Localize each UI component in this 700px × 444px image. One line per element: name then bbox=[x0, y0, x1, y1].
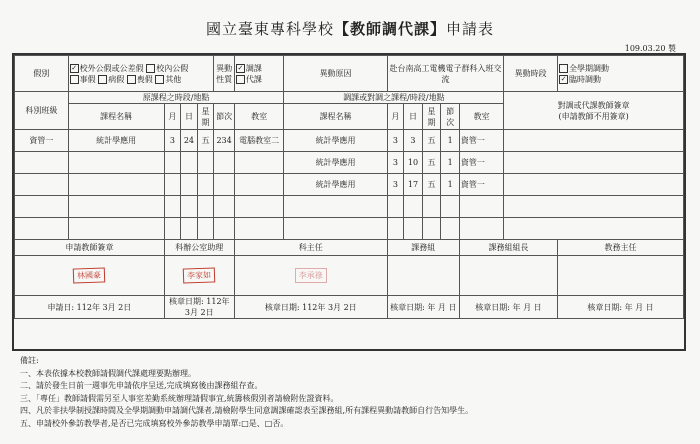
application-table bbox=[14, 55, 684, 319]
reason-value[interactable]: 赴台南高工電機電子群科入班交流 bbox=[387, 56, 504, 92]
form-type: 【教師調代課】 bbox=[333, 20, 446, 38]
class-cell[interactable] bbox=[15, 152, 69, 174]
course-affairs-sign-box[interactable] bbox=[387, 256, 459, 296]
swap-room-header: 教室 bbox=[459, 104, 503, 130]
period-cell[interactable] bbox=[214, 174, 235, 196]
applicant-sign-box[interactable] bbox=[15, 256, 165, 296]
sign-cell[interactable] bbox=[504, 196, 684, 218]
dean-sign-box[interactable] bbox=[558, 256, 684, 296]
leave-checkbox-other[interactable] bbox=[155, 75, 164, 84]
period-options: 全學期調動 ✓ 臨時調動 bbox=[558, 56, 684, 92]
weekday-cell[interactable] bbox=[197, 174, 214, 196]
course-cell[interactable] bbox=[68, 196, 164, 218]
signature-label-row bbox=[15, 240, 684, 256]
orig-period-header: 節次 bbox=[214, 104, 235, 130]
leave-checkbox-official-in[interactable] bbox=[146, 64, 155, 73]
table-row bbox=[15, 196, 684, 218]
month-cell[interactable] bbox=[164, 174, 181, 196]
sign-cell[interactable] bbox=[504, 152, 684, 174]
swap-month-header: 月 bbox=[387, 104, 404, 130]
swap-day-cell[interactable]: 3 bbox=[404, 130, 423, 152]
form-suffix: 申請表 bbox=[446, 20, 495, 38]
swap-room-cell[interactable] bbox=[459, 196, 503, 218]
orig-month-header: 月 bbox=[164, 104, 181, 130]
swap-course-cell[interactable] bbox=[284, 218, 387, 240]
dean-date[interactable]: 核章日期: 年 月 日 bbox=[558, 296, 684, 319]
swap-weekday-cell[interactable] bbox=[422, 218, 441, 240]
swap-weekday-cell[interactable]: 五 bbox=[422, 130, 441, 152]
swap-room-cell[interactable]: 資管一 bbox=[459, 174, 503, 196]
month-cell[interactable] bbox=[164, 196, 181, 218]
swap-weekday-cell[interactable]: 五 bbox=[422, 174, 441, 196]
table-row bbox=[15, 130, 684, 152]
signature-stamp-row bbox=[15, 256, 684, 296]
day-cell[interactable] bbox=[181, 218, 198, 240]
version-label: 109.03.20 製 bbox=[624, 44, 676, 53]
orig-weekday-header: 星期 bbox=[197, 104, 214, 130]
leave-checkbox-sick[interactable] bbox=[98, 75, 107, 84]
course-chief-date[interactable]: 核章日期: 年 月 日 bbox=[459, 296, 557, 319]
swap-header: 調課或對調之課程/時段/地點 bbox=[284, 92, 504, 104]
swap-day-cell[interactable]: 10 bbox=[404, 152, 423, 174]
class-cell[interactable] bbox=[15, 218, 69, 240]
month-cell[interactable]: 3 bbox=[164, 130, 181, 152]
room-cell[interactable] bbox=[234, 218, 284, 240]
swap-month-cell[interactable] bbox=[387, 196, 404, 218]
leave-label: 假別 bbox=[15, 56, 69, 92]
form-frame bbox=[12, 53, 686, 351]
teacher-stamp: 林國豪 bbox=[73, 267, 106, 283]
swap-month-cell[interactable]: 3 bbox=[387, 152, 404, 174]
director-date[interactable]: 核章日期: 112年 3月 2日 bbox=[234, 296, 387, 319]
course-cell[interactable] bbox=[68, 218, 164, 240]
assistant-stamp: 李家如 bbox=[183, 267, 216, 283]
swap-period-cell[interactable]: 1 bbox=[441, 130, 460, 152]
label-dept-head: 科主任 bbox=[234, 240, 387, 256]
class-cell[interactable]: 資管一 bbox=[15, 130, 69, 152]
period-cell[interactable] bbox=[214, 218, 235, 240]
swap-period-header: 節次 bbox=[441, 104, 460, 130]
assistant-sign-box[interactable] bbox=[164, 256, 234, 296]
day-cell[interactable]: 24 bbox=[181, 130, 198, 152]
signature-date-row bbox=[15, 296, 684, 319]
label-course-affairs-chief: 課務組組長 bbox=[459, 240, 557, 256]
note-item: 三、「專任」教師請假需另至人事室差勤系統辦理請假事宜,統籌核假別者請檢附佐證資料。 bbox=[20, 393, 339, 403]
class-cell[interactable] bbox=[15, 174, 69, 196]
period-cell[interactable] bbox=[214, 196, 235, 218]
swap-month-cell[interactable]: 3 bbox=[387, 174, 404, 196]
period-cell[interactable] bbox=[214, 152, 235, 174]
teacher-sign-header: 對調或代課教師簽章 (申請教師不用簽章) bbox=[504, 92, 684, 130]
swap-course-cell[interactable]: 統計學應用 bbox=[284, 130, 387, 152]
checkbox-temporary[interactable]: ✓ bbox=[560, 75, 567, 83]
day-cell[interactable] bbox=[181, 152, 198, 174]
sign-cell[interactable] bbox=[504, 218, 684, 240]
swap-course-cell[interactable] bbox=[284, 196, 387, 218]
swap-period-cell[interactable]: 1 bbox=[441, 174, 460, 196]
swap-day-header: 日 bbox=[404, 104, 423, 130]
leave-checkbox-funeral[interactable] bbox=[127, 75, 136, 84]
month-cell[interactable] bbox=[164, 152, 181, 174]
sign-cell[interactable] bbox=[504, 130, 684, 152]
swap-weekday-cell[interactable] bbox=[422, 196, 441, 218]
label-applicant-sign: 申請教師簽章 bbox=[15, 240, 165, 256]
swap-day-cell[interactable] bbox=[404, 218, 423, 240]
checkbox-substitute[interactable] bbox=[236, 75, 245, 84]
class-cell[interactable] bbox=[15, 196, 69, 218]
weekday-cell[interactable] bbox=[197, 152, 214, 174]
table-row bbox=[15, 218, 684, 240]
course-cell[interactable] bbox=[68, 152, 164, 174]
day-cell[interactable] bbox=[181, 174, 198, 196]
applicant-date[interactable]: 申請日: 112年 3月 2日 bbox=[15, 296, 165, 319]
room-cell[interactable] bbox=[234, 174, 284, 196]
class-header: 科別班級 bbox=[15, 92, 69, 130]
change-nature-options: ✓ 調課 代課 bbox=[234, 56, 284, 92]
room-cell[interactable] bbox=[234, 196, 284, 218]
month-cell[interactable] bbox=[164, 218, 181, 240]
period-cell[interactable]: 234 bbox=[214, 130, 235, 152]
leave-options: ✓ 校外公假或公差假 校內公假 事假 病假 喪假 其他 bbox=[68, 56, 214, 92]
sign-cell[interactable] bbox=[504, 174, 684, 196]
room-cell[interactable] bbox=[234, 152, 284, 174]
original-header: 原課程之時段/地點 bbox=[68, 92, 284, 104]
room-cell[interactable]: 電腦教室二 bbox=[234, 130, 284, 152]
course-chief-sign-box[interactable] bbox=[459, 256, 557, 296]
weekday-cell[interactable] bbox=[197, 196, 214, 218]
swap-course-cell[interactable]: 統計學應用 bbox=[284, 174, 387, 196]
school-name: 國立臺東專科學校 bbox=[205, 20, 334, 38]
swap-room-cell[interactable]: 資管一 bbox=[459, 152, 503, 174]
swap-course-cell[interactable]: 統計學應用 bbox=[284, 152, 387, 174]
orig-room-header: 教室 bbox=[234, 104, 284, 130]
table-row bbox=[15, 152, 684, 174]
swap-weekday-cell[interactable]: 五 bbox=[422, 152, 441, 174]
label-course-affairs: 課務組 bbox=[387, 240, 459, 256]
director-sign-box[interactable] bbox=[234, 256, 387, 296]
label-academic-dean: 教務主任 bbox=[558, 240, 684, 256]
leave-row bbox=[15, 56, 684, 92]
course-cell[interactable] bbox=[68, 174, 164, 196]
course-affairs-date[interactable]: 核章日期: 年 月 日 bbox=[387, 296, 459, 319]
swap-day-cell[interactable] bbox=[404, 196, 423, 218]
leave-checkbox-official-out[interactable]: ✓ bbox=[71, 64, 78, 72]
note-item: 一、本表依據本校教師請假調代課處理要點辦理。 bbox=[20, 368, 196, 378]
note-item: 二、請於發生日前一週事先申請依序呈送,完成填寫後由課務組存查。 bbox=[20, 381, 263, 390]
course-cell[interactable]: 統計學應用 bbox=[68, 130, 164, 152]
notes-title: 備註: bbox=[20, 356, 39, 365]
leave-checkbox-personal[interactable] bbox=[70, 75, 79, 84]
swap-month-cell[interactable] bbox=[387, 218, 404, 240]
swap-weekday-header: 星期 bbox=[422, 104, 441, 130]
section-header-row bbox=[15, 92, 684, 104]
orig-day-header: 日 bbox=[181, 104, 198, 130]
note-item: 五、申請校外參訪教學者,是否已完成填寫校外參訪教學申請單:□是、□否。 bbox=[20, 418, 289, 428]
checkbox-full-semester[interactable] bbox=[559, 64, 568, 73]
table-row bbox=[15, 174, 684, 196]
reason-label: 異動原因 bbox=[284, 56, 387, 92]
director-stamp: 李承祿 bbox=[295, 268, 327, 283]
orig-course-header: 課程名稱 bbox=[68, 104, 164, 130]
change-nature-label: 異動性質 bbox=[214, 56, 235, 92]
form-title bbox=[0, 18, 700, 39]
swap-day-cell[interactable]: 17 bbox=[404, 174, 423, 196]
assistant-date[interactable]: 核章日期: 112年 3月 2日 bbox=[164, 296, 234, 319]
weekday-cell[interactable]: 五 bbox=[197, 130, 214, 152]
note-item: 四、凡於非扶學制授課時間及全學期調動申請調代課者,請檢附學生同意調課確認表至課務組,所有課程異動請教師自行告知學生。 bbox=[20, 406, 474, 415]
swap-period-cell[interactable] bbox=[441, 218, 460, 240]
swap-month-cell[interactable]: 3 bbox=[387, 130, 404, 152]
swap-course-header: 課程名稱 bbox=[284, 104, 387, 130]
swap-period-cell[interactable]: 1 bbox=[441, 152, 460, 174]
period-label: 異動時段 bbox=[504, 56, 558, 92]
swap-room-cell[interactable] bbox=[459, 218, 503, 240]
checkbox-swap[interactable]: ✓ bbox=[237, 64, 244, 72]
swap-period-cell[interactable] bbox=[441, 196, 460, 218]
weekday-cell[interactable] bbox=[197, 218, 214, 240]
day-cell[interactable] bbox=[181, 196, 198, 218]
swap-room-cell[interactable]: 資管一 bbox=[459, 130, 503, 152]
notes-section bbox=[20, 355, 690, 430]
label-dept-assistant: 科辦公室助理 bbox=[164, 240, 234, 256]
